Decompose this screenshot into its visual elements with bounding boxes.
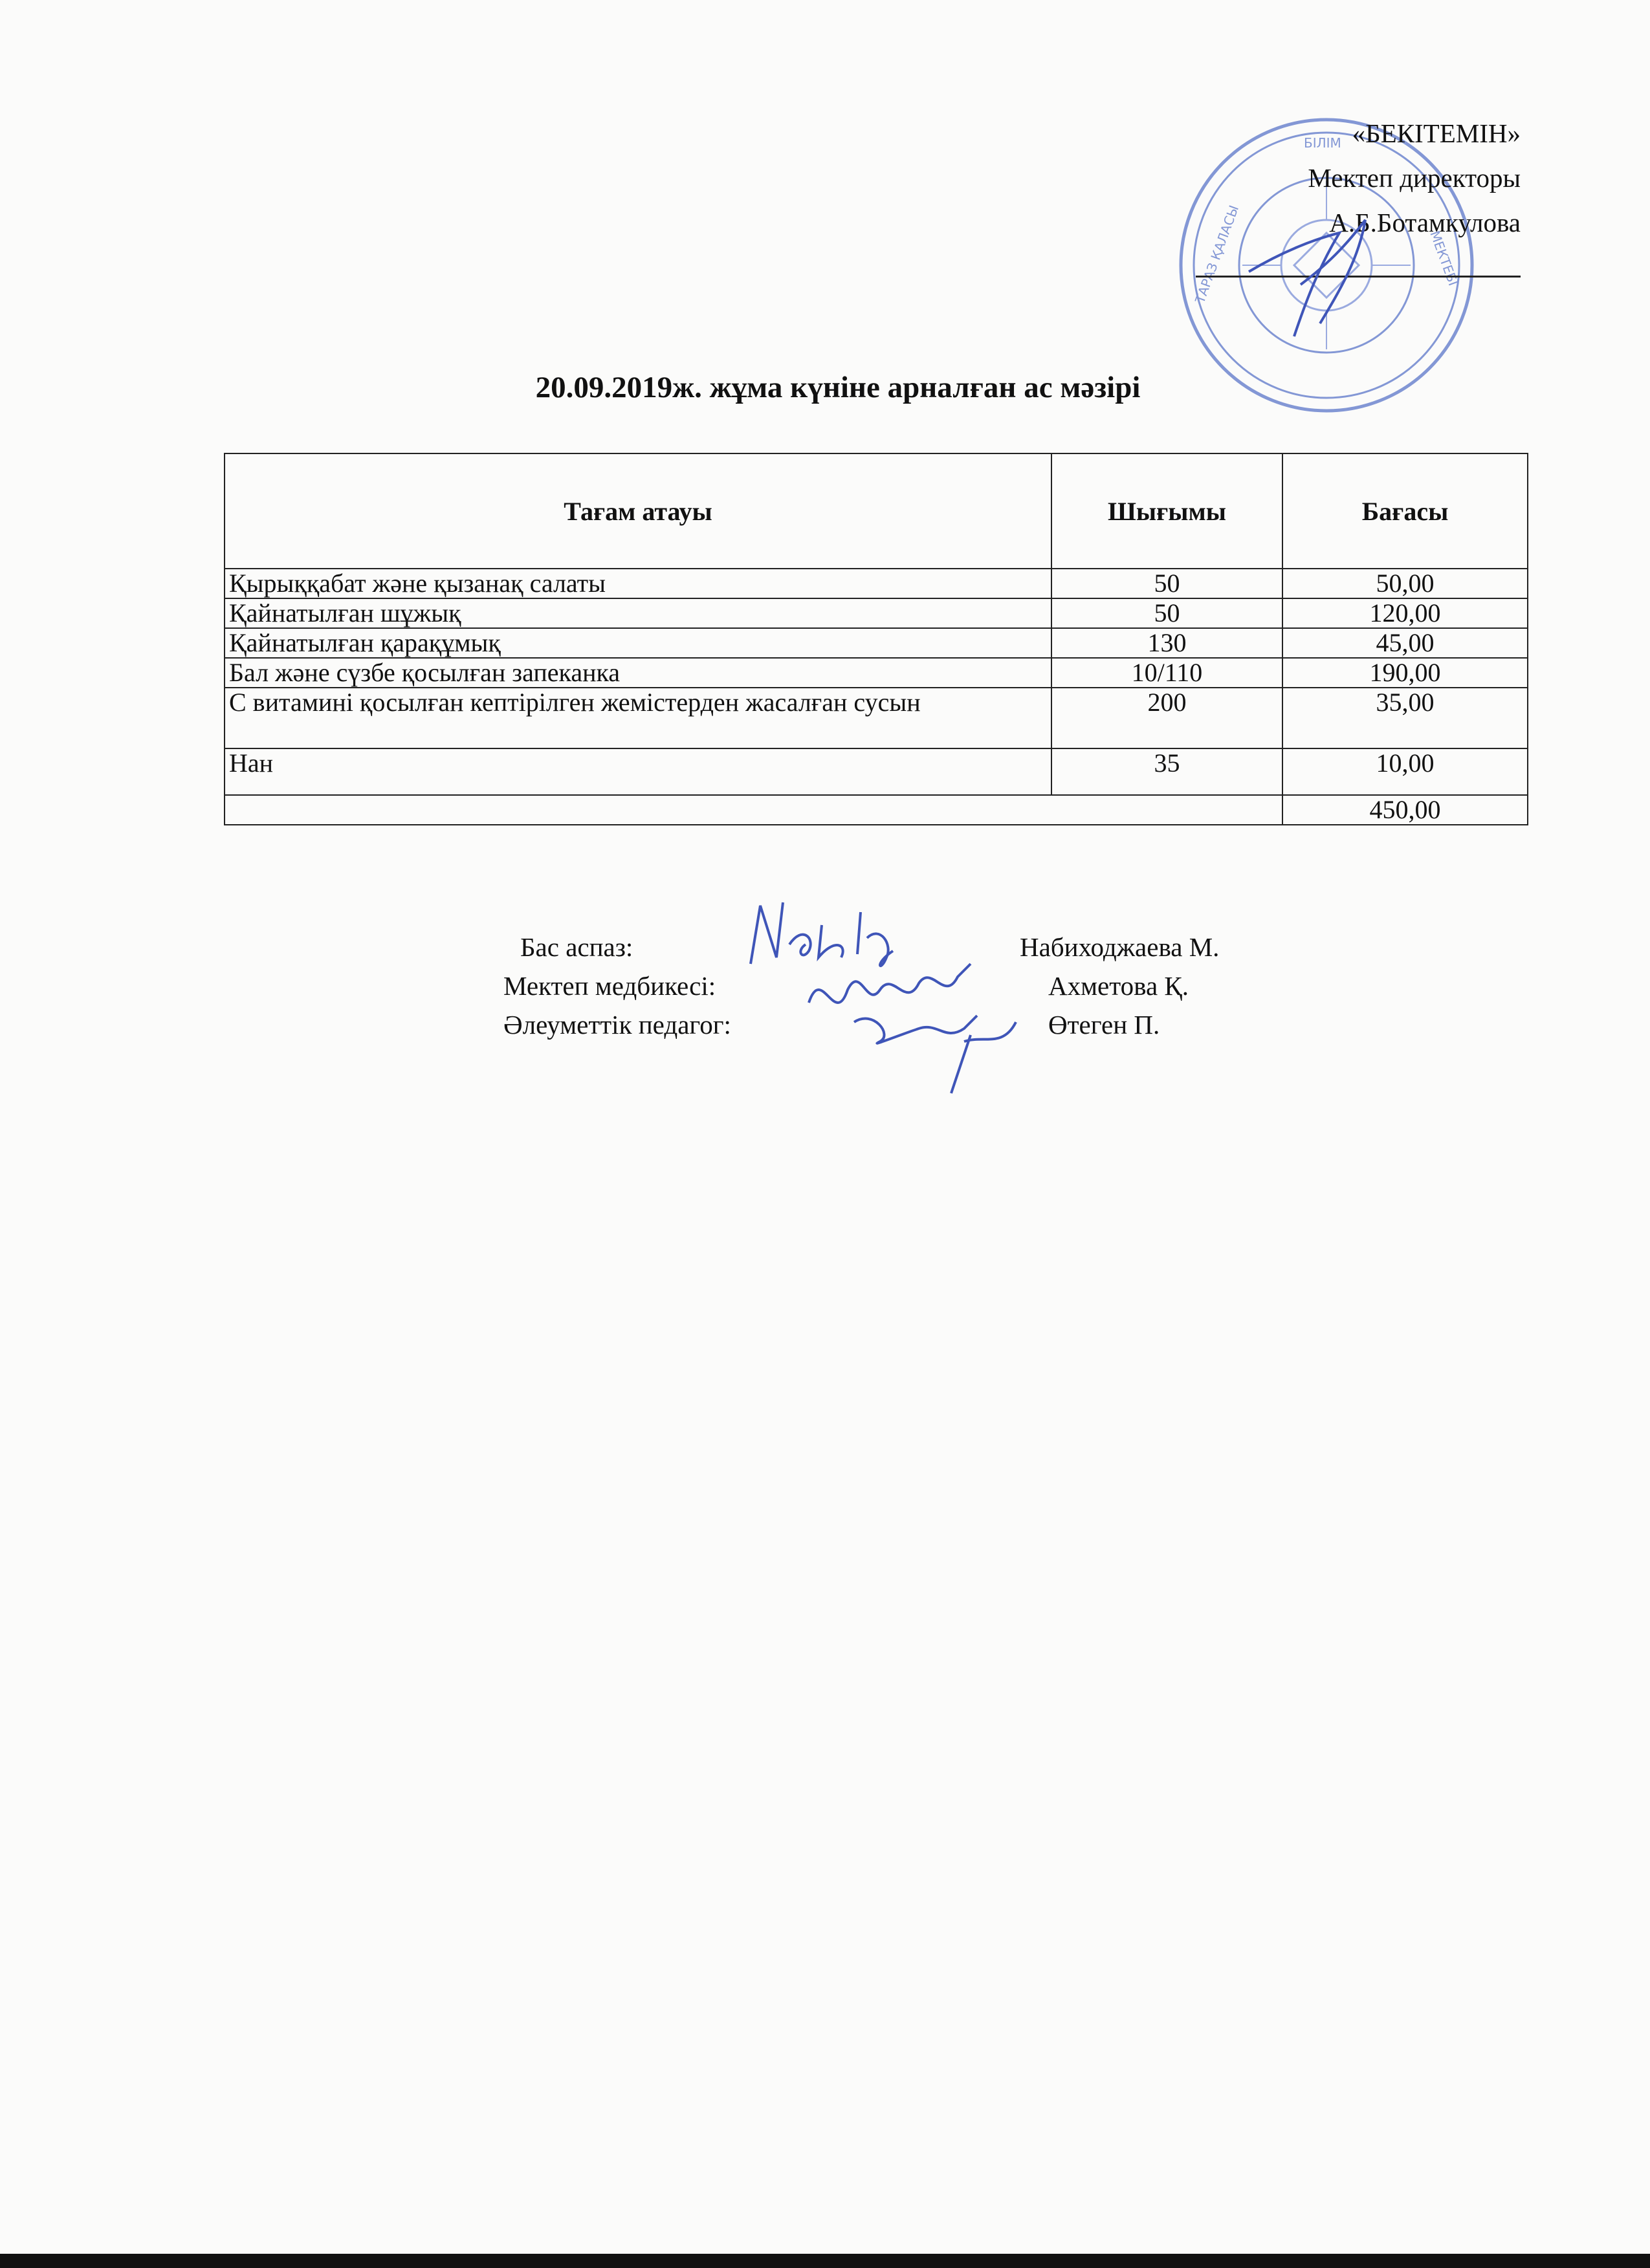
dish-price: 190,00 <box>1282 658 1528 688</box>
dish-qty: 50 <box>1051 598 1282 628</box>
dish-name: Қайнатылған шұжық <box>225 598 1051 628</box>
dish-qty: 10/110 <box>1051 658 1282 688</box>
scan-bottom-edge <box>0 2254 1650 2268</box>
dish-name: Нан <box>225 748 1051 795</box>
signature-role: Мектеп медбикесі: <box>503 971 716 1001</box>
dish-price: 120,00 <box>1282 598 1528 628</box>
director-signature <box>1236 194 1404 349</box>
table-row <box>225 658 1528 688</box>
dish-qty: 50 <box>1051 569 1282 598</box>
approval-name: А.Б.Ботамкулова <box>1329 208 1521 237</box>
table-row <box>225 628 1528 658</box>
dish-price: 35,00 <box>1282 688 1528 748</box>
table-row <box>225 748 1528 795</box>
dish-price: 45,00 <box>1282 628 1528 658</box>
dish-name: Қырыққабат және қызанақ салаты <box>225 569 1051 598</box>
dish-name: С витамині қосылған кептірілген жемістерден жасалған сусын <box>225 688 1051 748</box>
total-price: 450,00 <box>1282 795 1528 825</box>
table-row <box>225 598 1528 628</box>
signature-name: Өтеген П. <box>1048 1010 1160 1040</box>
header-price: Бағасы <box>1282 453 1528 569</box>
dish-price: 10,00 <box>1282 748 1528 795</box>
header-qty: Шығымы <box>1051 453 1282 569</box>
page-title: 20.09.2019ж. жұма күніне арналған ас мәзірі <box>535 371 1141 404</box>
dish-qty: 200 <box>1051 688 1282 748</box>
table-header-row <box>225 453 1528 569</box>
dish-name: Қайнатылған қарақұмық <box>225 628 1051 658</box>
approval-heading: «БЕКІТЕМІН» <box>1352 118 1521 148</box>
signature-role: Бас аспаз: <box>520 932 633 962</box>
signature-name: Ахметова Қ. <box>1048 971 1189 1001</box>
dish-qty: 35 <box>1051 748 1282 795</box>
menu-table <box>224 453 1528 825</box>
approval-position: Мектеп директоры <box>1308 163 1521 193</box>
signature-role: Әлеуметтік педагог: <box>503 1010 731 1040</box>
header-name: Тағам атауы <box>225 453 1051 569</box>
dish-price: 50,00 <box>1282 569 1528 598</box>
total-empty-cell <box>225 795 1282 825</box>
pedagogue-signature <box>841 996 1035 1100</box>
dish-qty: 130 <box>1051 628 1282 658</box>
table-row <box>225 688 1528 748</box>
svg-text:МЕКТЕБІ: МЕКТЕБІ <box>1427 228 1462 288</box>
dish-name: Бал және сүзбе қосылған запеканка <box>225 658 1051 688</box>
svg-text:БІЛІМ: БІЛІМ <box>1304 135 1341 151</box>
svg-text:ТАРАЗ ҚАЛАСЫ: ТАРАЗ ҚАЛАСЫ <box>1192 203 1242 305</box>
signature-name: Набиходжаева М. <box>1020 932 1220 962</box>
table-row <box>225 569 1528 598</box>
table-total-row <box>225 795 1528 825</box>
